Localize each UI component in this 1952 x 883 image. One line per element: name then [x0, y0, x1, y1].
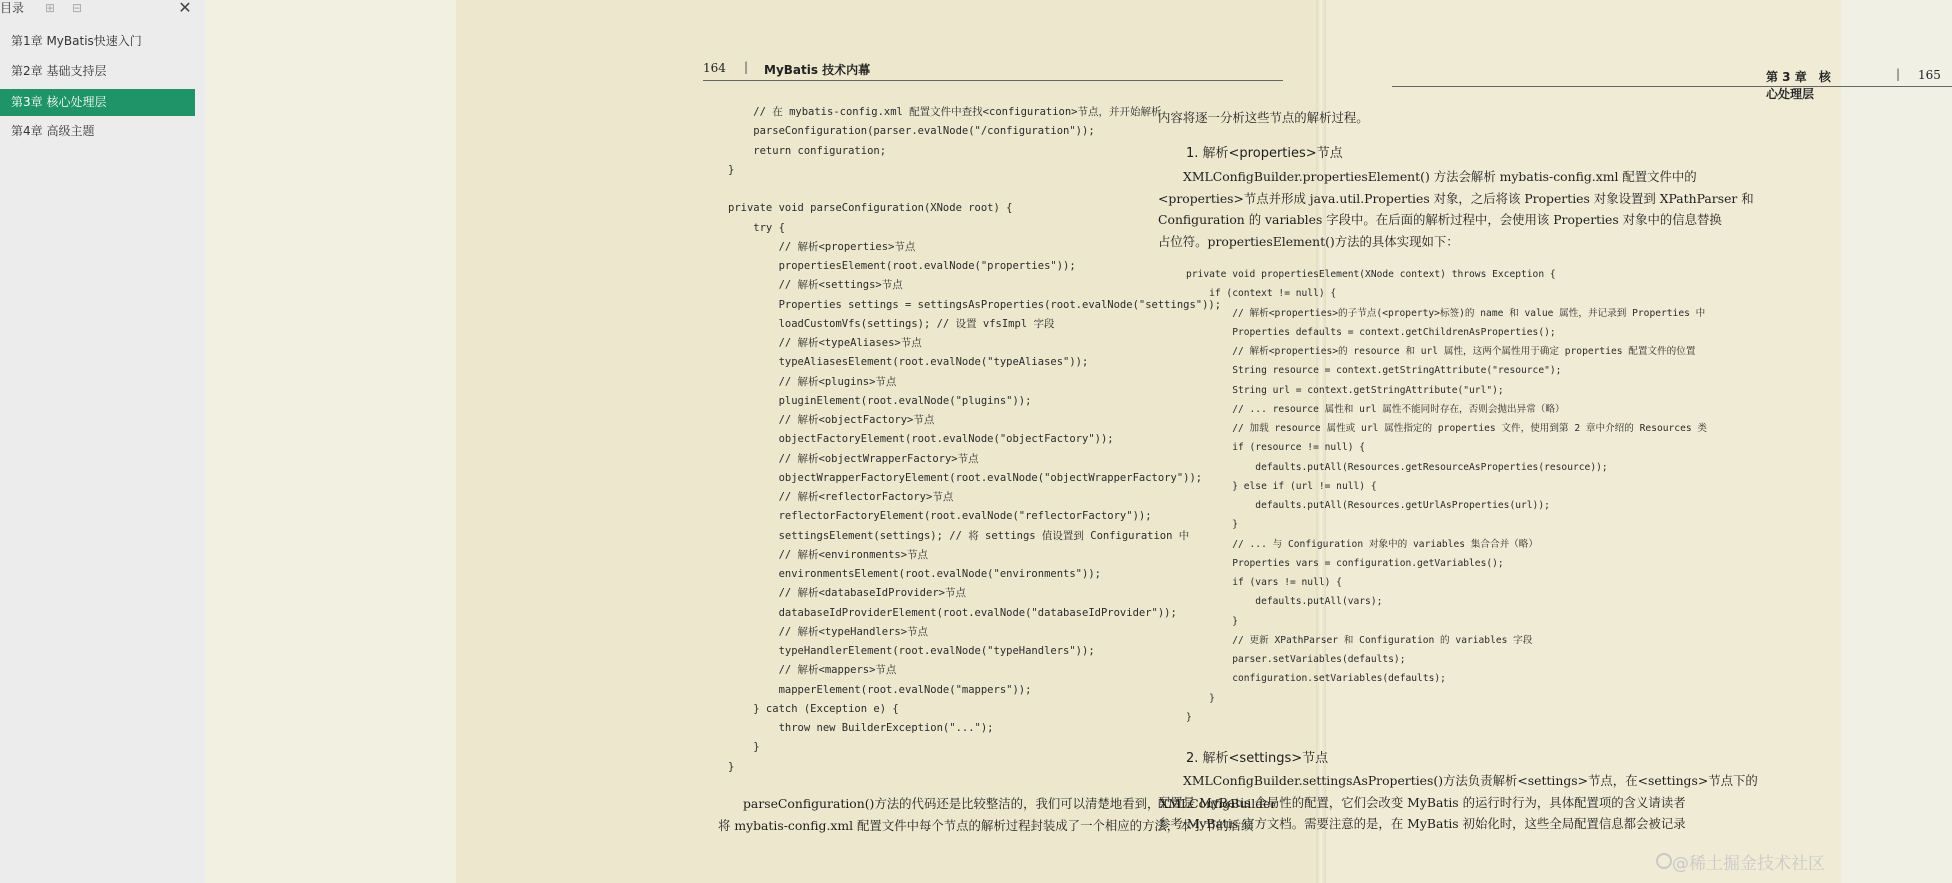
- code-line: throw new BuilderException("...");: [728, 722, 994, 734]
- header-separator: |: [744, 60, 749, 74]
- code-line: // 解析<properties>的子节点(<property>标签)的 name 和 value 属性，并记录到 Properties 中: [1186, 307, 1706, 319]
- toc-item-chapter-1[interactable]: 第1章 MyBatis快速入门: [11, 34, 142, 48]
- toc-item-chapter-3[interactable]: 第3章 核心处理层: [0, 89, 195, 116]
- page-number: 165: [1918, 68, 1941, 82]
- code-line: return configuration;: [728, 144, 887, 157]
- code-line: objectWrapperFactoryElement(root.evalNode("objectWrapperFactory"));: [728, 471, 1203, 484]
- code-line: Properties defaults = context.getChildrenAsProperties();: [1186, 326, 1556, 338]
- code-line: configuration.setVariables(defaults);: [1186, 673, 1446, 685]
- code-line: }: [1186, 519, 1238, 531]
- code-line: if (vars != null) {: [1186, 577, 1342, 588]
- toc-header: [0, 0, 206, 16]
- code-line: databaseIdProviderElement(root.evalNode("databaseIdProvider"));: [728, 606, 1177, 619]
- page-number: 164: [703, 61, 726, 75]
- section-paragraph-properties: XMLConfigBuilder.propertiesElement() 方法会解析 mybatis-config.xml 配置文件中的 <properties>节点并形成 java.util.Properties 对象，之后将该 Properties 对象设置到 XPathParser 和 Configuration 的 variables 字段中。在后面的解析过程中，会使用该 Properties 对象中的信息替换 占位符。propertiesElement()方法的具体实现如下：: [1158, 169, 1754, 249]
- code-line: // 解析<plugins>节点: [728, 375, 897, 388]
- code-line: defaults.putAll(Resources.getUrlAsProperties(url));: [1186, 500, 1550, 511]
- code-line: if (context != null) {: [1186, 288, 1337, 300]
- code-line: Properties vars = configuration.getVariables();: [1186, 557, 1504, 569]
- code-block: [728, 103, 1221, 777]
- juejin-logo-icon: [1656, 853, 1672, 869]
- code-line: // 解析<properties>节点: [728, 240, 916, 253]
- code-line: }: [728, 760, 735, 773]
- header-rule: [1392, 86, 1952, 87]
- code-line: // 解析<objectFactory>节点: [728, 414, 935, 426]
- document-viewer[interactable]: [206, 0, 1941, 883]
- code-line: // ... resource 属性和 url 属性不能同时存在，否则会抛出异常（略）: [1186, 403, 1565, 415]
- code-line: defaults.putAll(vars);: [1186, 596, 1383, 608]
- code-line: }: [1186, 615, 1238, 627]
- code-line: // 解析<databaseIdProvider>节点: [728, 587, 966, 600]
- code-line: if (resource != null) {: [1186, 442, 1366, 454]
- code-line: String url = context.getStringAttribute("url");: [1186, 384, 1504, 396]
- running-title: 第 3 章 核心处理层: [1766, 70, 1831, 101]
- code-line: // 解析<objectWrapperFactory>节点: [728, 452, 979, 465]
- code-line: String resource = context.getStringAttribute("resource");: [1186, 365, 1562, 377]
- code-line: } else if (url != null) {: [1186, 480, 1377, 492]
- section-paragraph-settings: XMLConfigBuilder.settingsAsProperties()方法负责解析<settings>节点，在<settings>节点下的 配置是 MyBatis 全局性的配置，它们会改变 MyBatis 的运行时行为，具体配置项的含义请读者 参考 MyBatis 官方文档。需要注意的是，在 MyBatis 初始化时，这些全局配置信息都会被记录: [1158, 773, 1758, 831]
- code-line: }: [728, 741, 760, 754]
- code-line: typeAliasesElement(root.evalNode("typeAliases"));: [728, 356, 1089, 369]
- code-line: defaults.putAll(Resources.getResourceAsProperties(resource));: [1186, 461, 1608, 473]
- toc-item-chapter-4[interactable]: 第4章 高级主题: [11, 124, 95, 138]
- code-line: }: [1186, 711, 1192, 723]
- code-line: // ... 与 Configuration 对象中的 variables 集合合并（略）: [1186, 538, 1538, 550]
- code-line: // 解析<mappers>节点: [728, 664, 897, 677]
- code-line: pluginElement(root.evalNode("plugins"));: [728, 394, 1032, 407]
- code-line: // 解析<settings>节点: [728, 279, 903, 292]
- code-line: objectFactoryElement(root.evalNode("objectFactory"));: [728, 433, 1114, 446]
- toc-title: 目录: [0, 1, 25, 15]
- code-line: // 加载 resource 属性或 url 属性指定的 properties 文件，使用到第 2 章中介绍的 Resources 类: [1186, 423, 1708, 434]
- code-line: }: [1186, 692, 1215, 704]
- expand-icon[interactable]: ⊞: [44, 1, 56, 15]
- code-line: loadCustomVfs(settings); // 设置 vfsImpl 字段: [728, 317, 1055, 330]
- code-line: Properties settings = settingsAsProperties(root.evalNode("settings"));: [728, 298, 1222, 311]
- code-line: parseConfiguration(parser.evalNode("/configuration"));: [728, 125, 1095, 138]
- code-line: // 解析<reflectorFactory>节点: [728, 491, 954, 503]
- watermark: @稀土掘金技术社区: [1672, 854, 1825, 874]
- section-heading-settings: 2. 解析<settings>节点: [1186, 751, 1329, 766]
- code-line: // 在 mybatis-config.xml 配置文件中查找<configuration>节点，并开始解析: [728, 106, 1162, 118]
- body-paragraph: parseConfiguration()方法的代码还是比较整洁的，我们可以清楚地看到，XMLConfigBuilder 将 mybatis-config.xml 配置文件中每个节点的解析过程封装成了一个相应的方法，本小节的后续: [718, 796, 1277, 833]
- code-block: [1186, 265, 1707, 727]
- toc-item-chapter-2[interactable]: 第2章 基础支持层: [11, 64, 107, 78]
- collapse-icon[interactable]: ⊟: [71, 1, 83, 15]
- code-line: mapperElement(root.evalNode("mappers"));: [728, 683, 1032, 696]
- code-line: environmentsElement(root.evalNode("environments"));: [728, 568, 1101, 580]
- code-line: propertiesElement(root.evalNode("properties"));: [728, 260, 1076, 272]
- toc-sidebar: [0, 0, 207, 883]
- code-line: } catch (Exception e) {: [728, 702, 899, 715]
- code-line: settingsElement(settings); // 将 settings 值设置到 Configuration 中: [728, 529, 1190, 542]
- code-line: try {: [728, 221, 785, 234]
- intro-paragraph: 内容将逐一分析这些节点的解析过程。: [1158, 110, 1369, 125]
- code-line: private void propertiesElement(XNode context) throws Exception {: [1186, 269, 1556, 280]
- close-icon[interactable]: ✕: [178, 0, 192, 17]
- code-line: reflectorFactoryElement(root.evalNode("reflectorFactory"));: [728, 510, 1152, 523]
- header-rule: [703, 80, 1283, 81]
- section-heading-properties: 1. 解析<properties>节点: [1186, 146, 1343, 161]
- code-line: private void parseConfiguration(XNode root) {: [728, 202, 1013, 215]
- code-line: // 解析<environments>节点: [728, 548, 929, 561]
- code-line: // 解析<typeAliases>节点: [728, 337, 922, 349]
- header-separator: |: [1896, 67, 1901, 81]
- code-line: }: [728, 163, 735, 176]
- code-line: // 解析<typeHandlers>节点: [728, 625, 929, 638]
- running-title: MyBatis 技术内幕: [764, 63, 871, 77]
- code-line: // 解析<properties>的 resource 和 url 属性，这两个属性用于确定 properties 配置文件的位置: [1186, 346, 1696, 357]
- code-line: typeHandlerElement(root.evalNode("typeHandlers"));: [728, 645, 1095, 657]
- code-line: // 更新 XPathParser 和 Configuration 的 variables 字段: [1186, 634, 1533, 646]
- code-line: [728, 180, 1221, 199]
- code-line: parser.setVariables(defaults);: [1186, 654, 1406, 665]
